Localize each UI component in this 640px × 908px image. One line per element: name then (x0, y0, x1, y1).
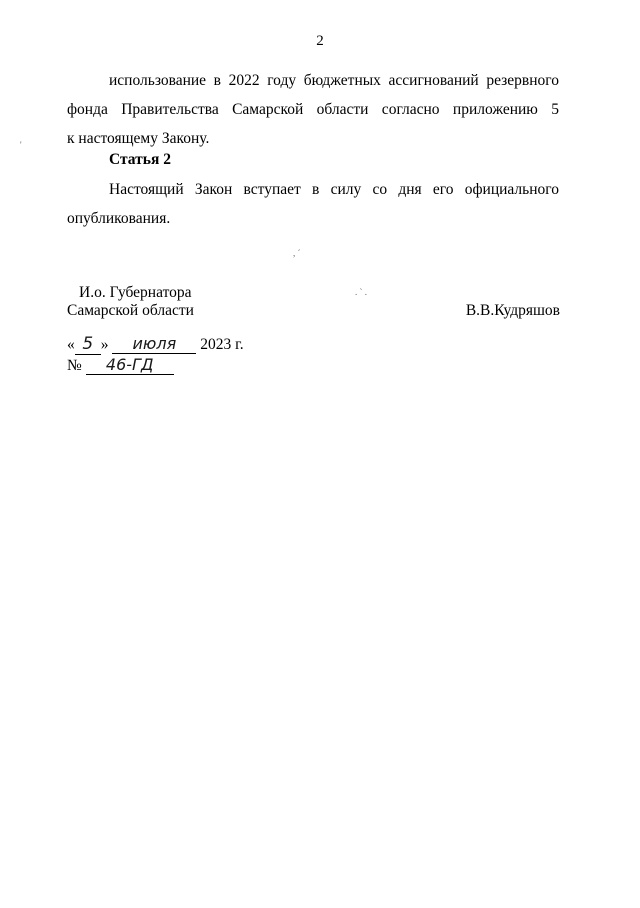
paragraph-2-line: опубликования. (67, 210, 171, 227)
paragraph-2-line: Настоящий Закон вступает в силу со дня его официального (109, 181, 559, 198)
date-open-quote: « (67, 336, 75, 353)
scan-speck: . ` . (355, 287, 367, 297)
page-number: 2 (316, 33, 324, 49)
law-number-value: 46-ГД (86, 355, 174, 375)
date-close-quote: » (100, 336, 109, 353)
date-year: 2023 г. (200, 336, 244, 353)
signatory-title-line-2: Самарской области (67, 302, 194, 319)
paragraph-1-line: фонда Правительства Самарской области согласно приложению 5 (67, 101, 559, 118)
article-heading: Статья 2 (109, 151, 171, 168)
law-number (67, 355, 174, 375)
scan-speck: , ´ (293, 248, 301, 258)
paragraph-2 (67, 175, 559, 233)
paragraph-1-line: к настоящему Закону. (67, 130, 210, 147)
scan-speck: ' (20, 140, 22, 150)
date-day: 5 (75, 334, 101, 355)
signatory-title-line-1: И.о. Губернатора (79, 284, 192, 301)
paragraph-1 (67, 66, 559, 153)
signatory-name: В.В.Кудряшов (465, 302, 560, 319)
paragraph-1-line: использование в 2022 году бюджетных ассигнований резервного (109, 72, 559, 89)
law-number-prefix: № (67, 357, 82, 374)
signing-date (67, 334, 244, 355)
date-month: июля (112, 334, 196, 354)
